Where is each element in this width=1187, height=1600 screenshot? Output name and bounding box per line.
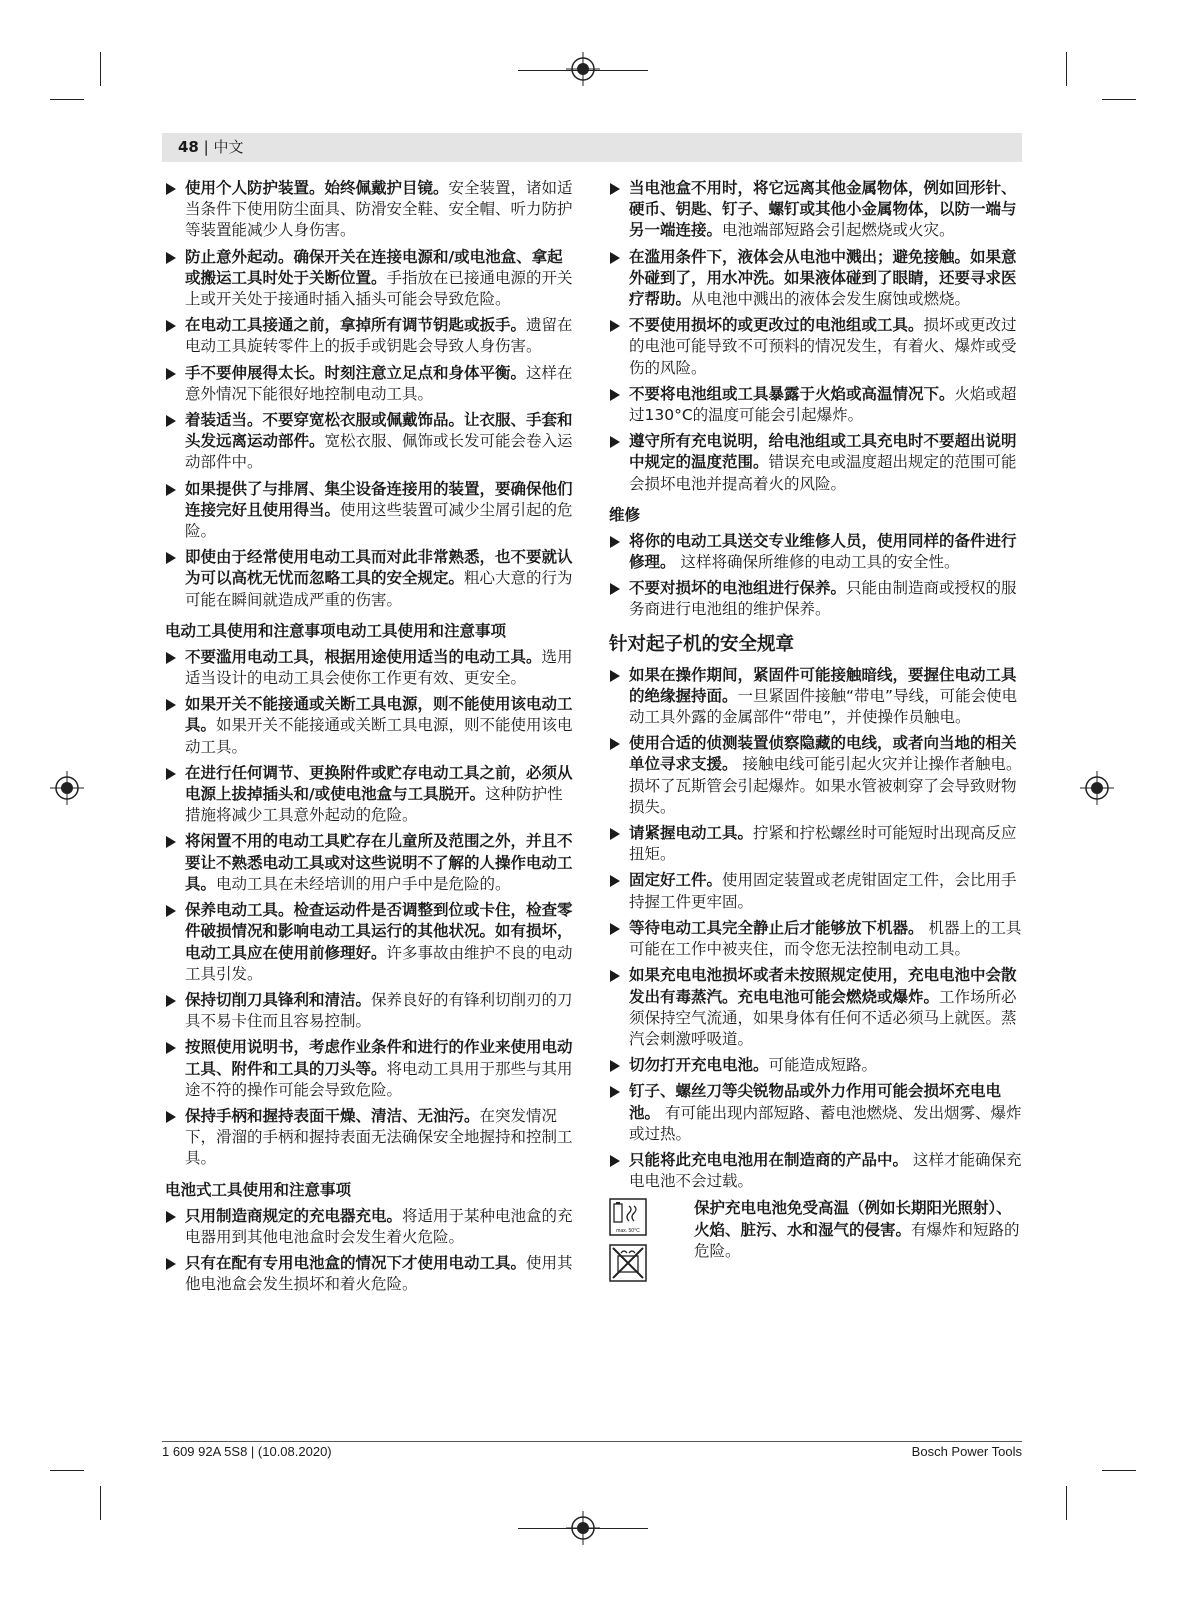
item-bold-text: 固定好工件。 <box>629 871 723 890</box>
safety-list-item <box>609 1150 1024 1192</box>
item-bold-text: 不要对损坏的电池组进行保养。 <box>629 579 847 598</box>
safety-list-item <box>165 1206 577 1248</box>
bullet-arrow-icon <box>166 368 176 380</box>
item-body-text: 这种防护性措施将减少工具意外起动的危险。 <box>185 785 563 825</box>
item-bold-text: 如果在操作期间，紧固件可能接触暗线，要握住电动工具的绝缘握持面。 <box>629 665 1017 705</box>
item-body-text: 这样在意外情况下能很好地控制电动工具。 <box>185 363 573 403</box>
header-language: 中文 <box>213 138 244 156</box>
item-bold-text: 不要使用损坏的或更改过的电池组或工具。 <box>629 316 924 335</box>
item-body-text: 机器上的工具可能在工作中被夹住，而令您无法控制电动工具。 <box>629 918 1022 959</box>
safety-list-item <box>165 694 577 758</box>
crop-mark <box>1102 99 1136 100</box>
footer-rule <box>162 1441 1022 1442</box>
bullet-arrow-icon <box>610 536 620 548</box>
bullet-arrow-icon <box>610 970 620 982</box>
item-bold-text: 如果开关不能接通或关断工具电源，则不能使用该电动工具。 <box>185 695 573 735</box>
item-bold-text: 只有在配有专用电池盒的情况下才使用电动工具。 <box>185 1253 527 1272</box>
footer-brand: Bosch Power Tools <box>911 1444 1022 1459</box>
page-number: 48 <box>178 138 199 156</box>
bullet-arrow-icon <box>610 828 620 840</box>
safety-list-item <box>165 315 577 357</box>
item-bold-text: 不要将电池组或工具暴露于火焰或高温情况下。 <box>629 384 955 403</box>
left-list-c <box>165 1206 577 1296</box>
safety-list-item <box>165 1106 577 1170</box>
subheading-service: 维修 <box>609 505 641 524</box>
crop-mark <box>1066 52 1067 86</box>
battery-warning-text <box>694 1198 1024 1262</box>
safety-list-item <box>165 178 577 242</box>
item-bold-text: 不要滥用电动工具，根据用途使用适当的电动工具。 <box>185 647 542 666</box>
item-body-text: 在突发情况下，滑溜的手柄和握持表面无法确保安全地握持和控制工具。 <box>185 1106 573 1168</box>
item-bold-text: 手不要伸展得太长。时刻注意立足点和身体平衡。 <box>185 363 527 382</box>
safety-list-item <box>609 665 1024 729</box>
footer-document-number: 1 609 92A 5S8 | (10.08.2020) <box>162 1444 332 1459</box>
bullet-arrow-icon <box>610 183 620 195</box>
section-title-screwdriver: 针对起子机的安全规章 <box>609 633 795 655</box>
page-header <box>178 137 244 157</box>
crop-mark <box>50 1470 84 1471</box>
item-bold-text: 只用制造商规定的充电器充电。 <box>185 1206 403 1225</box>
safety-list-item <box>165 647 577 689</box>
bullet-arrow-icon <box>166 183 176 195</box>
item-body-text: 这样才能确保充电电池不会过载。 <box>629 1150 1022 1191</box>
bullet-arrow-icon <box>166 415 176 427</box>
safety-list-item <box>609 578 1024 620</box>
safety-list-item <box>609 315 1024 379</box>
subheading-battery-tool-use: 电池式工具使用和注意事项 <box>165 1180 352 1199</box>
battery-warning-block <box>609 1198 1024 1302</box>
item-body-text: 使用固定装置或老虎钳固定工件，会比用手持握工件更牢固。 <box>629 871 1017 911</box>
item-body-text: 将电动工具用于那些与其用途不符的操作可能会导致危险。 <box>185 1059 573 1099</box>
bullet-arrow-icon <box>610 320 620 332</box>
item-bold-text: 如果提供了与排屑、集尘设备连接用的装置，要确保他们连接完好且使用得当。 <box>185 479 573 519</box>
item-bold-text: 请紧握电动工具。 <box>629 824 754 843</box>
item-body-text: 从电池中溅出的液体会发生腐蚀或燃烧。 <box>691 290 971 309</box>
item-bold-text: 在电动工具接通之前，拿掉所有调节钥匙或扳手。 <box>185 316 527 335</box>
item-body-text: 安全装置，诸如适当条件下使用防尘面具、防滑安全鞋、安全帽、听力防护等装置能减少人身伤害。 <box>185 179 573 240</box>
bullet-arrow-icon <box>610 1155 620 1167</box>
item-body-text: 火焰或超过130°C的温度可能会引起爆炸。 <box>629 384 1017 425</box>
item-bold-text: 按照使用说明书，考虑作业条件和进行的作业来使用电动工具、附件和工具的刀头等。 <box>185 1038 573 1078</box>
registration-mark-icon <box>566 52 600 86</box>
item-body-text: 将适用于某种电池盒的充电器用到其他电池盒时会发生着火危险。 <box>185 1206 573 1246</box>
subheading-tool-use: 电动工具使用和注意事项电动工具使用和注意事项 <box>165 621 507 640</box>
battery-warning-bold: 保护充电电池免受高温（例如长期阳光照射）、火焰、脏污、水和湿气的侵害。 <box>694 1199 1012 1239</box>
bullet-arrow-icon <box>166 552 176 564</box>
bullet-arrow-icon <box>610 738 620 750</box>
item-bold-text: 切勿打开充电电池。 <box>629 1056 769 1075</box>
item-bold-text: 钉子、螺丝刀等尖锐物品或外力作用可能会损坏充电电池。 <box>629 1082 1002 1122</box>
item-body-text: 遗留在电动工具旋转零件上的扳手或钥匙会导致人身伤害。 <box>185 316 573 356</box>
page-header-band <box>162 133 1022 162</box>
item-body-text: 选用适当设计的电动工具会使你工作更有效、更安全。 <box>185 647 573 688</box>
header-separator: | <box>203 138 214 156</box>
item-body-text: 工作场所必须保持空气流通，如果身体有任何不适必须马上就医。蒸汽会刺激呼吸道。 <box>629 987 1017 1048</box>
item-body-text: 电动工具在未经培训的用户手中是危险的。 <box>216 874 511 893</box>
safety-list-item <box>609 918 1024 960</box>
item-body-text: 可能造成短路。 <box>768 1056 878 1075</box>
item-bold-text: 保持切削刀具锋利和清洁。 <box>185 990 372 1009</box>
item-body-text: 接触电线可能引起火灾并让操作者触电。损坏了瓦斯管会引起爆炸。如果水管被刺穿了会导致财物损失。 <box>629 755 1022 816</box>
bullet-arrow-icon <box>166 995 176 1007</box>
registration-mark-icon <box>1080 771 1114 805</box>
item-body-text: 粗心大意的行为可能在瞬间就造成严重的伤害。 <box>185 569 573 609</box>
item-body-text: 如果开关不能接通或关断工具电源，则不能使用该电动工具。 <box>185 716 573 756</box>
safety-list-item <box>165 1037 577 1101</box>
no-water-icon <box>609 1244 647 1282</box>
bullet-arrow-icon <box>166 836 176 848</box>
bullet-arrow-icon <box>610 875 620 887</box>
safety-list-item <box>609 823 1024 865</box>
safety-list-item <box>165 900 577 985</box>
safety-list-item <box>609 531 1024 573</box>
item-bold-text: 防止意外起动。确保开关在连接电源和/或电池盒、拿起或搬运工具时处于关断位置。 <box>185 247 563 287</box>
bullet-arrow-icon <box>166 652 176 664</box>
item-bold-text: 在滥用条件下，液体会从电池中溅出；避免接触。如果意外碰到了，用水冲洗。如果液体碰到了眼睛，还要寻求医疗帮助。 <box>629 247 1017 309</box>
safety-list-item <box>165 547 577 611</box>
safety-list-item <box>609 965 1024 1050</box>
item-body-text: 损坏或更改过的电池可能导致不可预料的情况发生，有着火、爆炸或受伤的风险。 <box>629 316 1017 377</box>
registration-mark-icon <box>50 771 84 805</box>
item-body-text: 宽松衣服、佩饰或长发可能会卷入运动部件中。 <box>185 432 573 472</box>
crop-mark <box>1102 1470 1136 1471</box>
safety-list-item <box>609 384 1024 426</box>
item-bold-text: 将闲置不用的电动工具贮存在儿童所及范围之外，并且不要让不熟悉电动工具或对这些说明不了解的人操作电动工具。 <box>185 832 573 893</box>
safety-list-item <box>165 247 577 311</box>
bullet-arrow-icon <box>610 923 620 935</box>
bullet-arrow-icon <box>166 768 176 780</box>
left-list-a <box>165 178 577 611</box>
item-bold-text: 使用合适的侦测装置侦察隐藏的电线，或者向当地的相关单位寻求支援。 <box>629 734 1017 774</box>
safety-list-item <box>165 363 577 405</box>
item-bold-text: 即使由于经常使用电动工具而对此非常熟悉，也不要就认为可以高枕无忧而忽略工具的安全规定。 <box>185 548 573 588</box>
bullet-arrow-icon <box>610 670 620 682</box>
item-body-text: 这样将确保所维修的电动工具的安全性。 <box>675 553 960 572</box>
item-body-text: 一旦紧固件接触“带电”导线，可能会使电动工具外露的金属部件“带电”，并使操作员触电。 <box>629 686 1018 727</box>
bullet-arrow-icon <box>166 1258 176 1270</box>
bullet-arrow-icon <box>166 699 176 711</box>
right-column <box>609 178 1024 1302</box>
item-body-text: 电池端部短路会引起燃烧或火灾。 <box>722 221 955 240</box>
right-list-a <box>609 178 1024 495</box>
item-bold-text: 在进行任何调节、更换附件或贮存电动工具之前，必须从电源上拔掉插头和/或使电池盒与工具脱开。 <box>185 763 573 804</box>
bullet-arrow-icon <box>166 1111 176 1123</box>
item-bold-text: 如果充电电池损坏或者未按照规定使用，充电电池中会散发出有毒蒸汽。充电电池可能会燃烧或爆炸。 <box>629 966 1017 1006</box>
item-bold-text: 使用个人防护装置。始终佩戴护目镜。 <box>185 179 449 197</box>
temperature-limit-label: max. 50°C <box>616 1228 640 1235</box>
left-column <box>165 178 577 1300</box>
temperature-limit-icon <box>609 1198 647 1236</box>
right-list-b <box>609 531 1024 621</box>
battery-warning-detail: 有爆炸和短路的危险。 <box>694 1220 1020 1260</box>
item-body-text: 有可能出现内部短路、蓄电池燃烧、发出烟雾、爆炸或过热。 <box>629 1103 1022 1143</box>
safety-list-item <box>609 247 1024 311</box>
registration-mark-icon <box>566 1511 600 1545</box>
safety-list-item <box>165 763 577 827</box>
safety-list-item <box>609 1055 1024 1076</box>
safety-list-item <box>165 1253 577 1295</box>
bullet-arrow-icon <box>610 436 620 448</box>
item-bold-text: 只能将此充电电池用在制造商的产品中。 <box>629 1150 909 1169</box>
item-body-text: 使用其他电池盒会发生损坏和着火危险。 <box>185 1253 573 1294</box>
left-list-b <box>165 647 577 1170</box>
bullet-arrow-icon <box>610 1060 620 1072</box>
bullet-arrow-icon <box>610 389 620 401</box>
safety-list-item <box>165 410 577 474</box>
right-list-c <box>609 665 1024 1193</box>
item-bold-text: 保养电动工具。检查运动件是否调整到位或卡住，检查零件破损情况和影响电动工具运行的其他状况。如有损坏，电动工具应在使用前修理好。 <box>185 901 573 962</box>
item-bold-text: 当电池盒不用时，将它远离其他金属物体，例如回形针、硬币、钥匙、钉子、螺钉或其他小金属物体，以防一端与另一端连接。 <box>629 179 1017 240</box>
bullet-arrow-icon <box>610 1086 620 1098</box>
item-body-text: 保养良好的有锋利切削刃的刀具不易卡住而且容易控制。 <box>185 990 573 1031</box>
bullet-arrow-icon <box>166 484 176 496</box>
safety-list-item <box>609 870 1024 912</box>
crop-mark <box>1066 1486 1067 1520</box>
crop-mark <box>100 52 101 86</box>
item-bold-text: 遵守所有充电说明，给电池组或工具充电时不要超出说明中规定的温度范围。 <box>629 432 1017 472</box>
item-body-text: 错误充电或温度超出规定的范围可能会损坏电池并提高着火的风险。 <box>629 453 1017 493</box>
safety-list-item <box>165 479 577 543</box>
bullet-arrow-icon <box>610 583 620 595</box>
bullet-arrow-icon <box>610 252 620 264</box>
item-body-text: 手指放在已接通电源的开关上或开关处于接通时插入插头可能会导致危险。 <box>185 268 573 309</box>
item-bold-text: 着装适当。不要穿宽松衣服或佩戴饰品。让衣服、手套和头发远离运动部件。 <box>185 411 573 451</box>
crop-mark <box>50 99 84 100</box>
item-body-text: 使用这些装置可减少尘屑引起的危险。 <box>185 500 573 541</box>
item-body-text: 只能由制造商或授权的服务商进行电池组的维护保养。 <box>629 579 1017 619</box>
safety-list-item <box>609 431 1024 495</box>
safety-list-item <box>165 831 577 895</box>
item-bold-text: 将你的电动工具送交专业维修人员，使用同样的备件进行修理。 <box>629 531 1017 572</box>
item-bold-text: 保持手柄和握持表面干燥、清洁、无油污。 <box>185 1106 480 1125</box>
item-body-text: 拧紧和拧松螺丝时可能短时出现高反应扭矩。 <box>629 824 1017 864</box>
safety-list-item <box>165 990 577 1032</box>
safety-list-item <box>609 1081 1024 1145</box>
crop-mark <box>100 1486 101 1520</box>
item-bold-text: 等待电动工具完全静止后才能够放下机器。 <box>629 918 924 937</box>
item-body-text: 许多事故由维护不良的电动工具引发。 <box>185 943 573 983</box>
safety-list-item <box>609 733 1024 818</box>
safety-list-item <box>609 178 1024 242</box>
bullet-arrow-icon <box>166 320 176 332</box>
bullet-arrow-icon <box>166 1042 176 1054</box>
bullet-arrow-icon <box>166 1211 176 1223</box>
bullet-arrow-icon <box>166 252 176 264</box>
bullet-arrow-icon <box>166 905 176 917</box>
